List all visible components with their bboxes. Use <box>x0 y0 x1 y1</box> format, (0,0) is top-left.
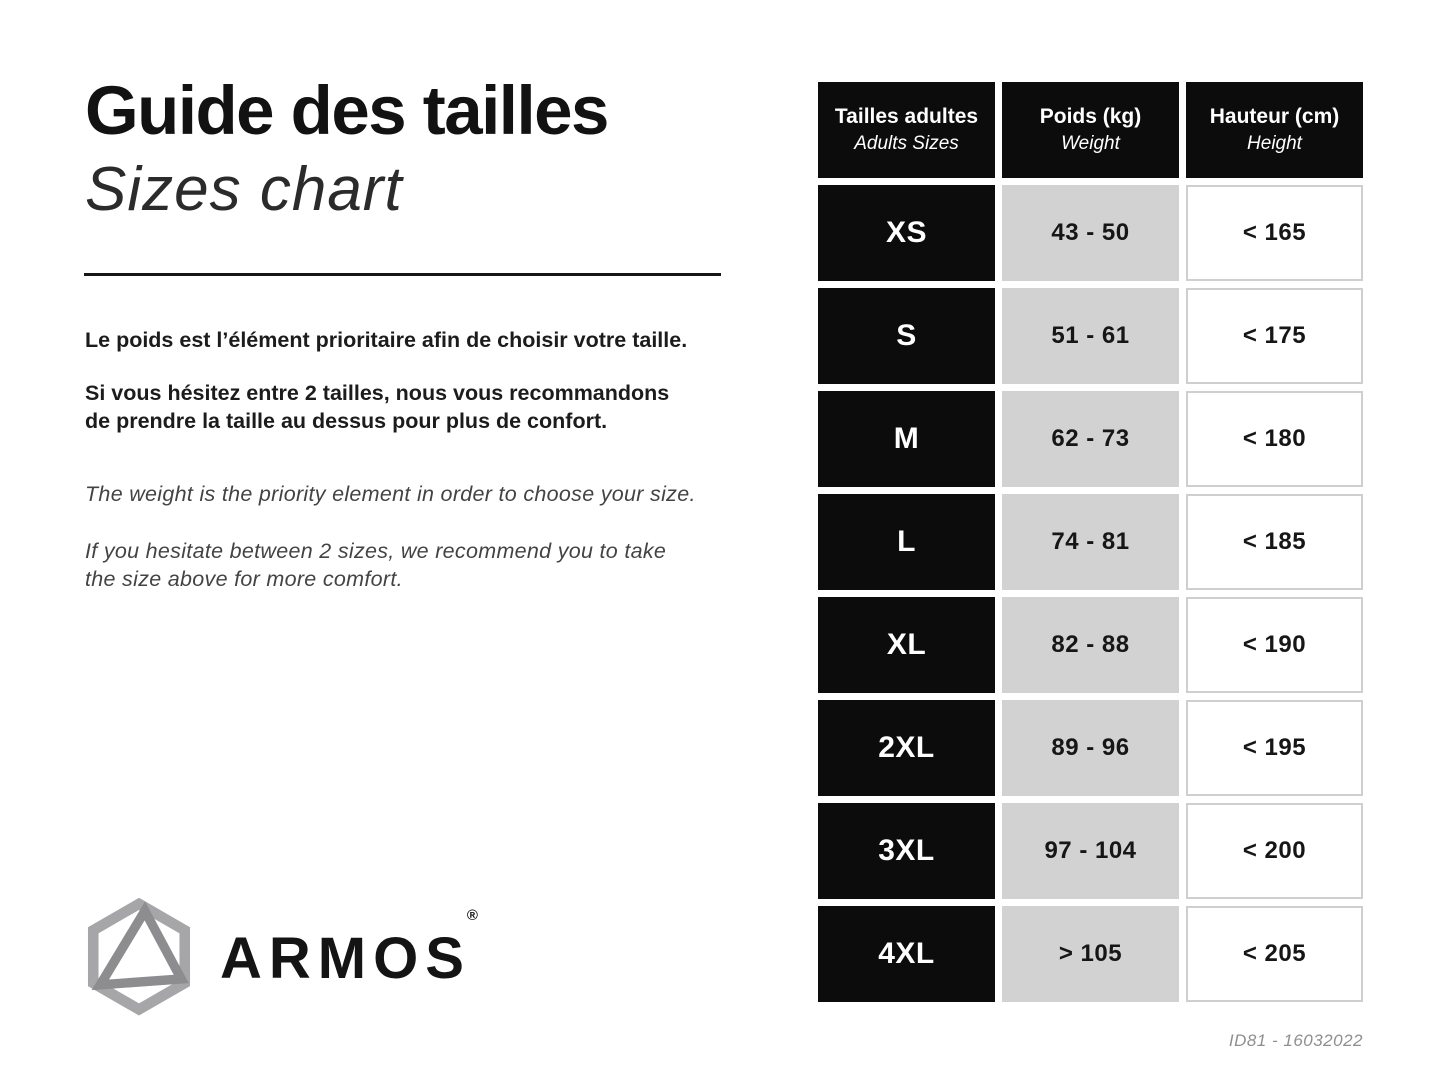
armos-wordmark-text: ARMOS <box>220 926 471 991</box>
table-row-height-cell <box>1186 494 1363 590</box>
intro-english-line: the size above for more comfort. <box>85 567 403 591</box>
size-label: XS <box>885 216 928 249</box>
table-row-height-cell <box>1186 906 1363 1002</box>
height-value: < 205 <box>1242 940 1307 967</box>
title-divider <box>84 273 721 276</box>
weight-value: 51 - 61 <box>1051 322 1130 349</box>
height-value: < 200 <box>1242 837 1307 864</box>
size-label: M <box>893 422 920 455</box>
page-title-en: Sizes chart <box>85 155 403 224</box>
height-value: < 190 <box>1242 631 1307 658</box>
table-row-weight-cell <box>1002 597 1179 693</box>
table-row-size-cell <box>818 700 995 796</box>
size-label: S <box>896 319 917 352</box>
table-row-weight-cell <box>1002 906 1179 1002</box>
intro-english-paragraph <box>85 537 765 593</box>
brand-logo <box>80 898 482 1020</box>
size-table <box>818 82 1363 1002</box>
intro-french-line: Le poids est l’élément prioritaire afin de choisir votre taille. <box>85 328 688 352</box>
weight-value: 97 - 104 <box>1044 837 1137 864</box>
table-row-size-cell <box>818 288 995 384</box>
height-value: < 175 <box>1242 322 1307 349</box>
table-row-height-cell <box>1186 700 1363 796</box>
table-row-size-cell <box>818 494 995 590</box>
table-row-weight-cell <box>1002 391 1179 487</box>
weight-value: 74 - 81 <box>1051 528 1130 555</box>
registered-trademark-symbol: ® <box>466 907 478 924</box>
height-value: < 165 <box>1242 219 1307 246</box>
height-value: < 195 <box>1242 734 1307 761</box>
table-row-weight-cell <box>1002 288 1179 384</box>
table-row-height-cell <box>1186 597 1363 693</box>
table-row-size-cell <box>818 391 995 487</box>
intro-french-line: Si vous hésitez entre 2 tailles, nous vous recommandons <box>85 381 670 405</box>
table-row-weight-cell <box>1002 803 1179 899</box>
height-value: < 185 <box>1242 528 1307 555</box>
intro-french-paragraph <box>85 379 765 435</box>
intro-french-line: de prendre la taille au dessus pour plus de confort. <box>85 409 608 433</box>
armos-hexagon-logo-icon <box>80 898 198 1020</box>
header-label-fr: Hauteur (cm) <box>1209 105 1340 128</box>
size-label: 2XL <box>878 731 935 764</box>
table-header-sizes <box>818 82 995 178</box>
document-id: ID81 - 16032022 <box>1228 1031 1363 1050</box>
table-row-size-cell <box>818 906 995 1002</box>
table-row-weight-cell <box>1002 494 1179 590</box>
weight-value: 89 - 96 <box>1051 734 1130 761</box>
table-row-size-cell <box>818 597 995 693</box>
header-label-en: Height <box>1247 133 1302 155</box>
page-title-fr: Guide des tailles <box>85 72 608 149</box>
header-label-fr: Poids (kg) <box>1039 105 1142 128</box>
size-label: 4XL <box>878 937 935 970</box>
armos-wordmark <box>220 907 482 991</box>
header-label-en: Adults Sizes <box>854 133 959 155</box>
intro-english-line: If you hesitate between 2 sizes, we recommend you to take <box>85 539 667 563</box>
table-row-size-cell <box>818 185 995 281</box>
table-row-size-cell <box>818 803 995 899</box>
table-row-weight-cell <box>1002 185 1179 281</box>
table-row-height-cell <box>1186 803 1363 899</box>
size-label: L <box>897 525 916 558</box>
table-row-height-cell <box>1186 391 1363 487</box>
size-label: 3XL <box>878 834 935 867</box>
weight-value: 43 - 50 <box>1051 219 1130 246</box>
height-value: < 180 <box>1242 425 1307 452</box>
weight-value: > 105 <box>1058 940 1123 967</box>
table-header-weight <box>1002 82 1179 178</box>
title-block <box>85 72 745 224</box>
table-row-weight-cell <box>1002 700 1179 796</box>
intro-english-line: The weight is the priority element in order to choose your size. <box>85 482 696 506</box>
weight-value: 82 - 88 <box>1051 631 1130 658</box>
weight-value: 62 - 73 <box>1051 425 1130 452</box>
table-row-height-cell <box>1186 288 1363 384</box>
table-row-height-cell <box>1186 185 1363 281</box>
header-label-en: Weight <box>1061 133 1120 155</box>
header-label-fr: Tailles adultes <box>834 105 979 128</box>
size-label: XL <box>886 628 927 661</box>
table-header-height <box>1186 82 1363 178</box>
